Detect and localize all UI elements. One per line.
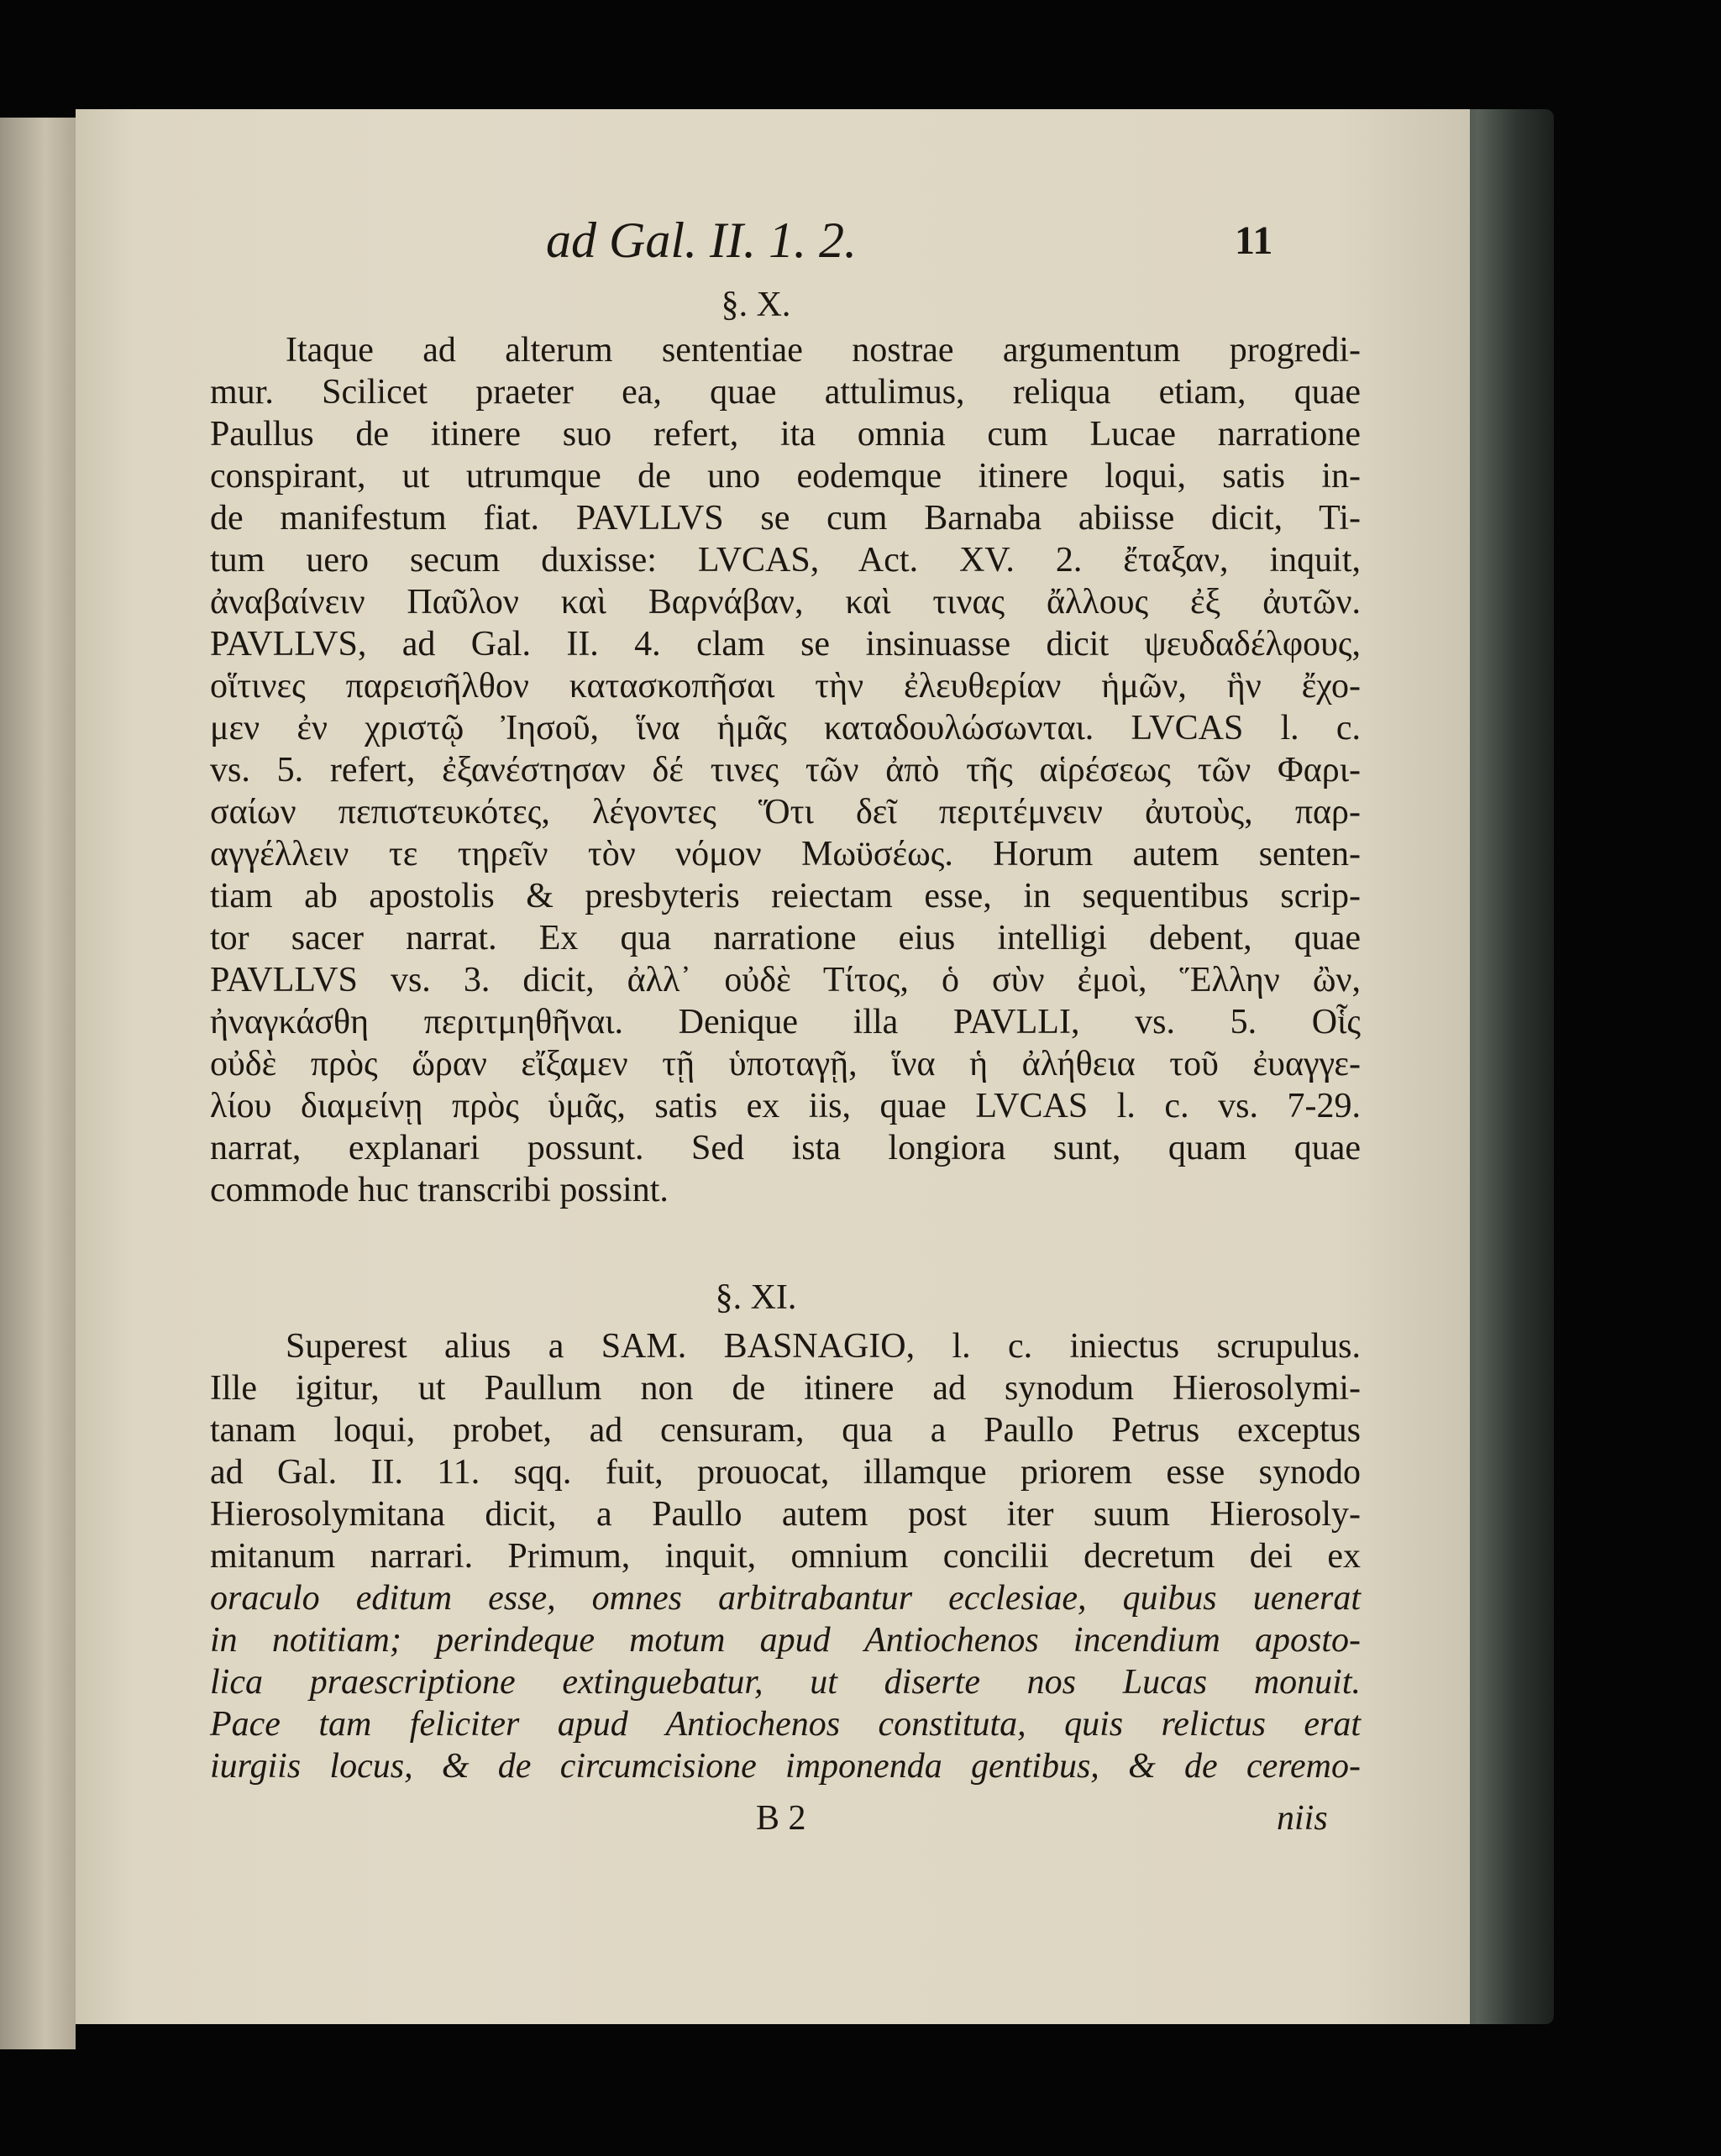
text-line: PAVLLVS, ad Gal. II. 4. clam se insinuasse dicit ψευδαδέλφους, [210,625,1361,664]
text-line: oraculo editum esse, omnes arbitrabantur ecclesiae, quibus uenerat [210,1579,1361,1618]
page-number: 11 [1235,218,1273,263]
signature-mark: B 2 [756,1799,806,1838]
text-line: ἀναβαίνειν Παῦλον καὶ Βαρνάβαν, καὶ τινας ἄλλους ἐξ ἀυτῶν. [210,583,1361,622]
text-line: σαίων πεπιστευκότες, λέγοντες Ὅτι δεῖ περιτέμνειν ἀυτοὺς, παρ- [210,793,1361,831]
text-line: tor sacer narrat. Ex qua narratione eius intelligi debent, quae [210,919,1361,957]
text-line: mitanum narrari. Primum, inquit, omnium concilii decretum dei ex [210,1537,1361,1576]
text-line: lica praescriptione extinguebatur, ut diserte nos Lucas monuit. [210,1663,1361,1702]
text-line: Ille igitur, ut Paullum non de itinere ad synodum Hierosolymi- [210,1369,1361,1408]
text-line: οὐδὲ πρὸς ὥραν εἴξαμεν τῇ ὑποταγῇ, ἵνα ἡ ἀλήθεια τοῦ ἐυαγγε- [210,1045,1361,1083]
text-line: οἵτινες παρεισῆλθον κατασκοπῆσαι τὴν ἐλευθερίαν ἡμῶν, ἣν ἔχο- [210,667,1361,706]
text-line: Paullus de itinere suo refert, ita omnia cum Lucae narratione [210,415,1361,454]
text-line: tum uero secum duxisse: LVCAS, Act. XV. 2. ἔταξαν, inquit, [210,541,1361,580]
text-line: Hierosolymitana dicit, a Paullo autem post iter suum Hierosoly- [210,1495,1361,1534]
text-line: iurgiis locus, & de circumcisione imponenda gentibus, & de ceremo- [210,1747,1361,1786]
section-heading-x: §. X. [721,286,791,324]
text-line: Itaque ad alterum sententiae nostrae argumentum progredi- [286,331,1361,370]
text-line: tiam ab apostolis & presbyteris reiectam esse, in sequentibus scrip- [210,877,1361,915]
book-page [76,109,1470,2024]
text-line: conspirant, ut utrumque de uno eodemque itinere loqui, satis in- [210,457,1361,496]
text-line: mur. Scilicet praeter ea, quae attulimus, reliqua etiam, quae [210,373,1361,412]
text-line: de manifestum fiat. PAVLLVS se cum Barnaba abiisse dicit, Ti- [210,499,1361,538]
text-line: commode huc transcribi possint. [210,1171,669,1209]
text-line: ἠναγκάσθη περιτμηθῆναι. Denique illa PAVLLI, vs. 5. Οἷς [210,1003,1361,1041]
text-line: tanam loqui, probet, ad censuram, qua a Paullo Petrus exceptus [210,1411,1361,1450]
text-line: in notitiam; perindeque motum apud Antiochenos incendium aposto- [210,1621,1361,1660]
running-title: ad Gal. II. 1. 2. [546,212,857,268]
text-line: αγγέλλειν τε τηρεῖν τὸν νόμον Μωϋσέως. Horum autem senten- [210,835,1361,873]
text-line: Superest alius a SAM. BASNAGIO, l. c. iniectus scrupulus. [286,1327,1361,1366]
text-line: Pace tam feliciter apud Antiochenos constituta, quis relictus erat [210,1705,1361,1744]
text-line: narrat, explanari possunt. Sed ista longiora sunt, quam quae [210,1129,1361,1167]
text-line: PAVLLVS vs. 3. dicit, ἀλλ᾽ οὐδὲ Τίτος, ὁ σὺν ἐμοὶ, Ἕλλην ὢν, [210,961,1361,999]
facing-page-edge [0,118,76,2049]
section-heading-xi: §. XI. [715,1278,797,1317]
catchword: niis [1277,1799,1328,1838]
text-line: μεν ἐν χριστῷ Ἰησοῦ, ἵνα ἡμᾶς καταδουλώσωνται. LVCAS l. c. [210,709,1361,748]
text-line: ad Gal. II. 11. sqq. fuit, prouocat, illamque priorem esse synodo [210,1453,1361,1492]
text-line: λίου διαμείνῃ πρὸς ὑμᾶς, satis ex iis, quae LVCAS l. c. vs. 7-29. [210,1087,1361,1125]
text-line: vs. 5. refert, ἐξανέστησαν δέ τινες τῶν ἀπὸ τῆς αἱρέσεως τῶν Φαρι- [210,751,1361,789]
